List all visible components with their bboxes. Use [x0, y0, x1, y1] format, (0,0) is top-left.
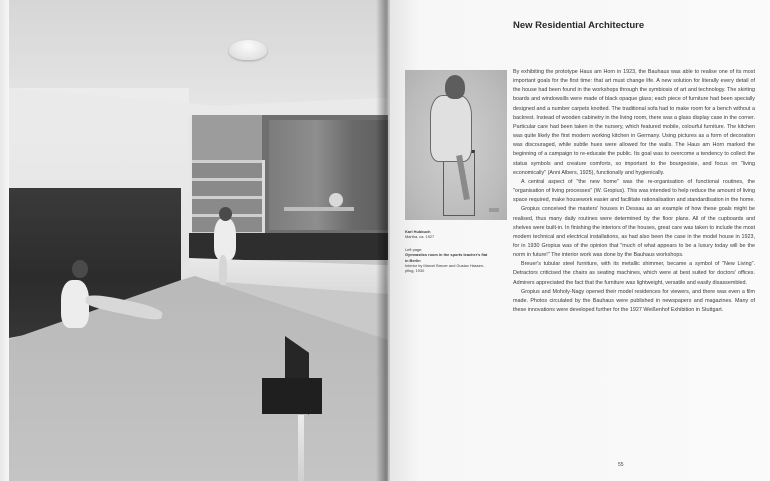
right-page: [390, 0, 770, 481]
body-text: [513, 68, 755, 315]
paragraph-3: Gropius conceived the masters' houses in Dessau as an example of how these goals might be realised, thus many daily routines were determined by the floor plans. All of the cupboards and shelves were built-in. In finishing the interiors of the houses, great care was taken to include the most modern technical and electrical installations, as had also been the case in the model house in 1923, for in 1930 Gropius was of the opinion that "much of what appears to be a luxury today will be the norm in future!" The interior work was done by the Bauhaus workshops.: [513, 206, 755, 259]
gymnastics-room-photo: [9, 0, 388, 481]
page-number: 55: [618, 462, 624, 468]
seated-woman-head: [72, 260, 88, 278]
caption-ref-label: Left page:: [405, 246, 423, 252]
page-edge: [0, 0, 9, 481]
drawing-signature: [489, 208, 499, 212]
gutter-shadow: [376, 0, 390, 481]
seated-woman-figure: [61, 280, 89, 328]
caption-artwork: Martha, ca. 1927: [405, 234, 435, 240]
caption-photo-credit-2: pflug, 1930: [405, 268, 425, 274]
wooden-cabinet: [269, 120, 388, 230]
vase: [329, 193, 343, 207]
step-woman-legs: [219, 255, 227, 285]
paragraph-5: Gropius and Moholy-Nagy opened their model residences for viewers, and there was even a film made. Photos circulated by the Bauhaus were published in newspapers and magazines. Many of these innovations were developed further for the 1927 Weißenhof Exhibition in Stuttgart.: [513, 288, 755, 314]
caption-photo-title-2: in Berlin: [405, 257, 421, 263]
paragraph-1: By exhibiting the prototype Haus am Horn in 1923, the Bauhaus was able to realise one of its most important goals for the first time: that art must change life. A new solution for literally every detail of the house had been found in the workshops through the symbiosis of art and technology. The skirting boards and windowsills were made of black opaque glass; each piece of furniture had been specially designed and a number carpets knotted. The traditional sofa had to make room for a bench without a backrest. Instead of wooden cabinetry in the living room, there was a glass display case in the corner. Particular care had been taken in the nursery, which featured mobile, colourful furniture. The kitchen was quite likely the first modern working kitchen in Germany. Using pictures as a form of decoration was discouraged, while subtle hues were allowed for the walls. The Haus am Horn marked the beginning of a campaign to re-educate the public. Its goal was to overcome a tendency to collect the status symbols and creature comforts, so important to the bourgeoisie, and focus on "living economically" (Anni Albers, 1925), functionally and hygienically.: [513, 69, 755, 176]
step-woman-head: [219, 207, 232, 221]
gramophone: [262, 378, 322, 414]
caption-photo-credit-1: Interior by Marcel Breuer and Gustav Hassen-: [405, 263, 485, 269]
caption-artist: Karl Hubbuch: [405, 229, 431, 234]
steel-table: [284, 207, 354, 211]
ceiling-lamp: [229, 40, 267, 60]
drawing-figure-body: [430, 95, 472, 162]
paragraph-2: A central aspect of "the new home" was the re-organisation of functional routines, the "organisation of living processes" (W. Gropius). This was intended to help reduce the amount of living space required, make housework easier and facilitate rationalisation and standardisation in the home.: [513, 178, 755, 204]
page-title: New Residential Architecture: [513, 20, 645, 31]
hubbuch-drawing: [405, 70, 507, 220]
drawing-figure-head: [445, 75, 465, 99]
shelf-upper: [189, 115, 262, 160]
light-streak: [298, 415, 304, 481]
caption-photo-title-1: Gymnastics room in the sports teacher's flat: [405, 252, 488, 258]
paragraph-4: Breuer's tubular steel furniture, with its metallic shimmer, became a symbol of "New Living". Detractors criticised the chairs as seating machines, which were at best suited for doctors' offices. Admirers appreciated the fact that the furniture was lightweight, versatile and easily disassembled.: [513, 261, 755, 286]
captions: [405, 229, 505, 274]
step-woman-figure: [214, 218, 236, 260]
